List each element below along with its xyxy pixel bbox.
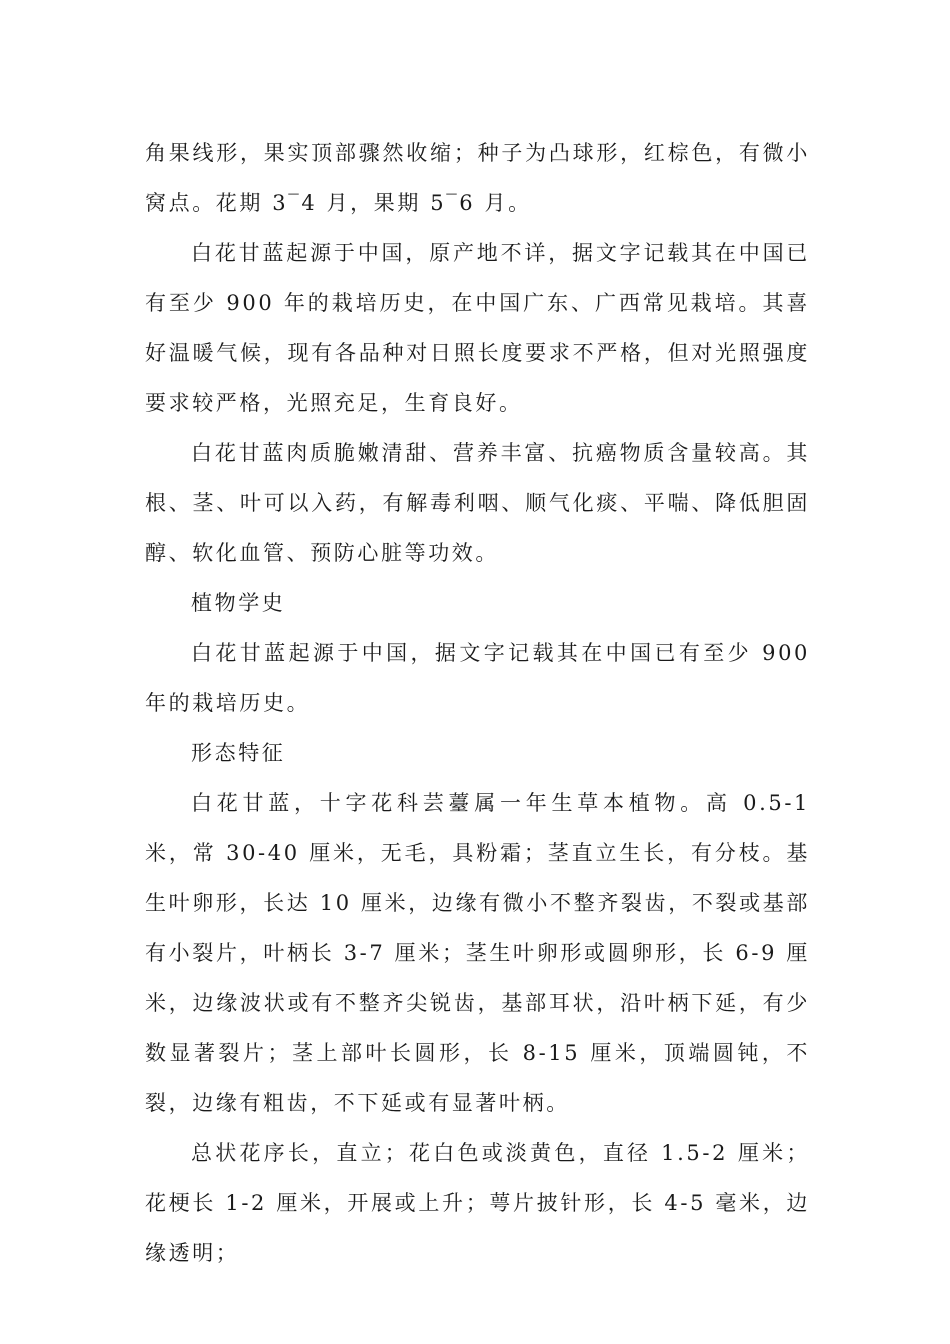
paragraph-inflorescence: 总状花序长，直立；花白色或淡黄色，直径 1.5-2 厘米；花梗长 1-2 厘米，开展或上升；萼片披针形，长 4-5 毫米，边缘透明； <box>145 1141 810 1265</box>
heading-morphology: 形态特征 <box>191 741 286 765</box>
heading-botanical-history: 植物学史 <box>191 591 286 615</box>
paragraph-nutrition-medicinal: 白花甘蓝肉质脆嫩清甜、营养丰富、抗癌物质含量较高。其根、茎、叶可以入药，有解毒利咽、顺气化痰、平喘、降低胆固醇、软化血管、预防心脏等功效。 <box>145 441 810 565</box>
paragraph-origin-cultivation: 白花甘蓝起源于中国，原产地不详，据文字记载其在中国已有至少 900 年的栽培历史，在中国广东、广西常见栽培。其喜好温暖气候，现有各品种对日照长度要求不严格，但对光照强度要求较严格，光照充足，生育良好。 <box>145 241 810 415</box>
paragraph-fruit-seed: 角果线形，果实顶部骤然收缩；种子为凸球形，红棕色，有微小窝点。花期 3‾4 月，果期 5‾6 月。 <box>145 141 810 215</box>
paragraph-morphology: 白花甘蓝，十字花科芸薹属一年生草本植物。高 0.5-1 米，常 30-40 厘米，无毛，具粉霜；茎直立生长，有分枝。基生叶卵形，长达 10 厘米，边缘有微小不整齐裂齿，不裂或基部有小裂片，叶柄长 3-7 厘米；茎生叶卵形或圆卵形，长 6-9 厘米，边缘波状或有不整齐尖锐齿，基部耳状，沿叶柄下延，有少数显著裂片；茎上部叶长圆形，长 8-15 厘米，顶端圆钝，不裂，边缘有粗齿，不下延或有显著叶柄。 <box>145 791 810 1115</box>
paragraph-history: 白花甘蓝起源于中国，据文字记载其在中国已有至少 900 年的栽培历史。 <box>145 641 810 715</box>
document-body <box>145 128 810 1278</box>
